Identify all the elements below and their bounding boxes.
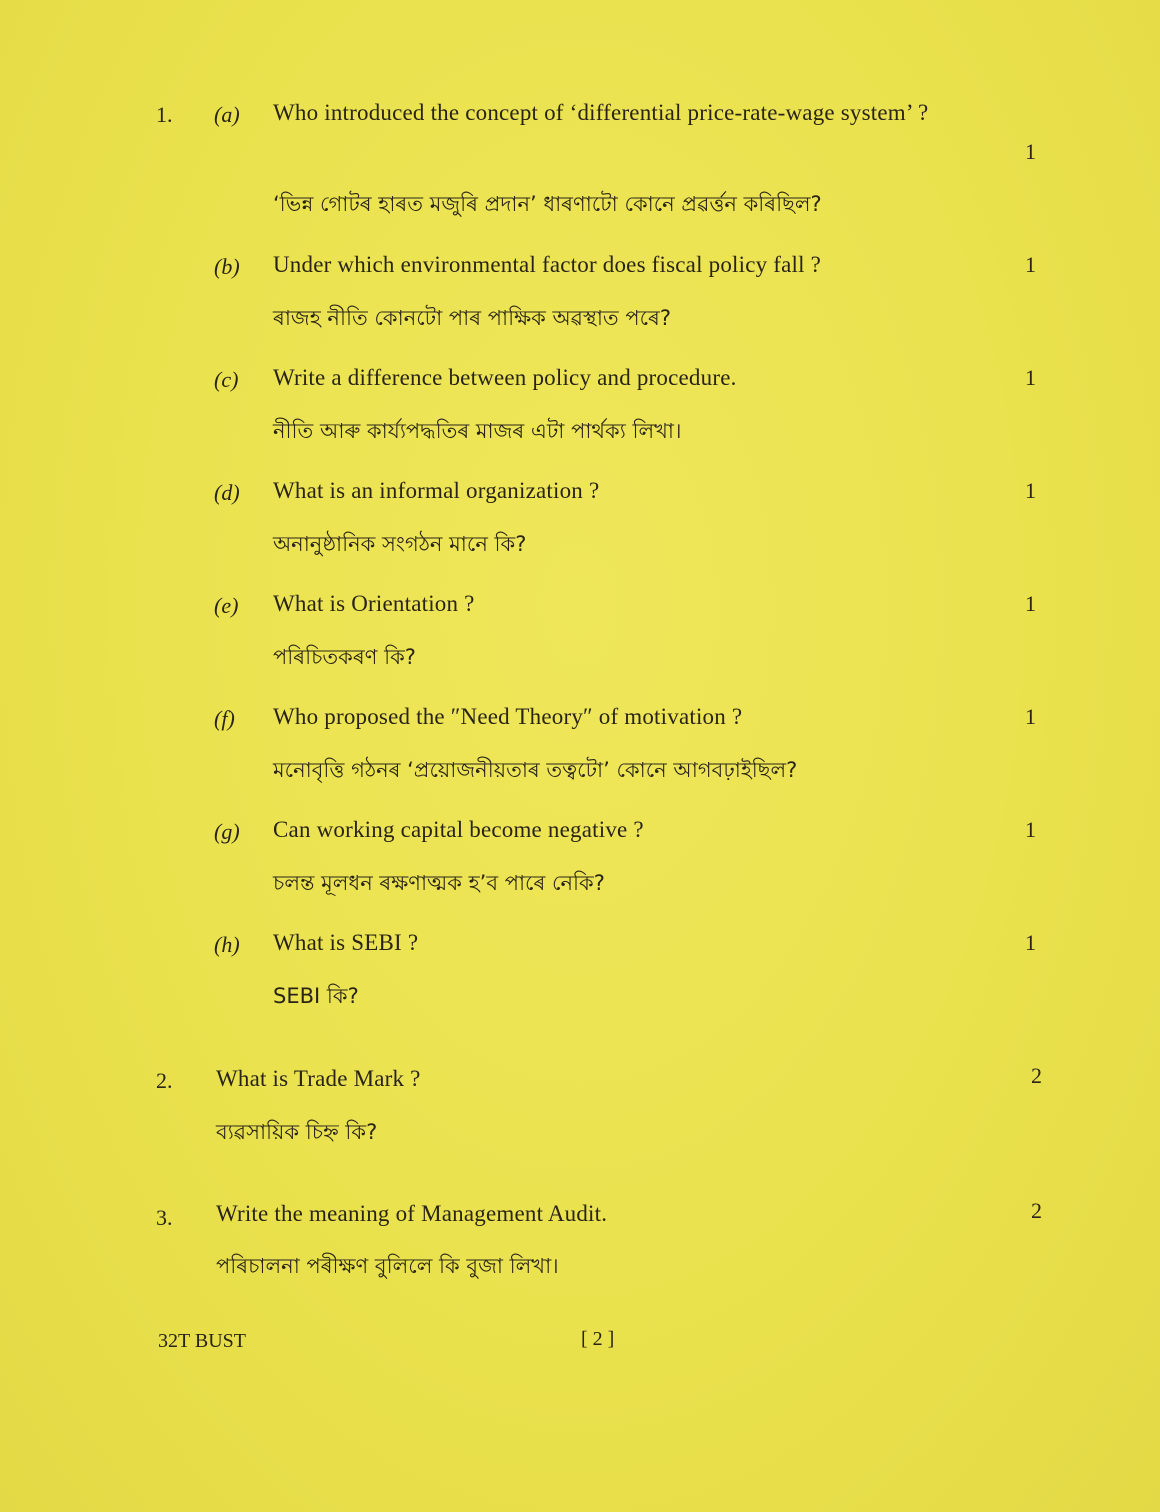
question-1g-marks: 1 xyxy=(1025,817,1036,842)
question-1-number: 1. xyxy=(156,102,173,127)
question-1b-text-en: Under which environmental factor does fiscal policy fall ? xyxy=(273,252,822,277)
question-1g-text-as: চলন্ত মূলধন ৰক্ষণাত্মক হ’ব পাৰে নেকি? xyxy=(273,871,605,895)
question-1h-marks: 1 xyxy=(1025,930,1036,955)
question-1f-text-en: Who proposed the ″Need Theory″ of motivation ? xyxy=(273,704,743,729)
question-1c-text-en: Write a difference between policy and procedure. xyxy=(273,365,737,390)
question-2-number: 2. xyxy=(156,1068,173,1093)
question-1d-text-en: What is an informal organization ? xyxy=(273,478,600,503)
question-1c-marks: 1 xyxy=(1025,365,1036,390)
question-1a-text-en: Who introduced the concept of ‘differential price-rate-wage system’ ? xyxy=(273,100,929,125)
question-1e-text-en: What is Orientation ? xyxy=(273,591,475,616)
question-1h-text-en: What is SEBI ? xyxy=(273,930,419,955)
question-1e-label: (e) xyxy=(214,593,239,618)
question-3-number: 3. xyxy=(156,1205,173,1230)
question-1g-text-en: Can working capital become negative ? xyxy=(273,817,644,842)
question-1d-text-as: অনানুষ্ঠানিক সংগঠন মানে কি? xyxy=(273,532,527,556)
paper-code: 32T BUST xyxy=(158,1330,246,1352)
question-1f-marks: 1 xyxy=(1025,704,1036,729)
question-1h-label: (h) xyxy=(214,932,240,957)
question-1b-text-as: ৰাজহ নীতি কোনটো পাৰ পাক্ষিক অৱস্থাত পৰে? xyxy=(273,306,672,330)
question-2-marks: 2 xyxy=(1031,1063,1042,1088)
question-3-text-en: Write the meaning of Management Audit. xyxy=(216,1201,608,1226)
question-1a-label: (a) xyxy=(214,102,240,127)
question-1b-label: (b) xyxy=(214,254,240,279)
question-1c-label: (c) xyxy=(214,367,239,392)
question-2-text-as: ব্যৱসায়িক চিহ্ন কি? xyxy=(216,1120,378,1144)
question-2-text-en: What is Trade Mark ? xyxy=(216,1066,421,1091)
question-1e-marks: 1 xyxy=(1025,591,1036,616)
question-1d-label: (d) xyxy=(214,480,240,505)
page-number: [ 2 ] xyxy=(581,1328,615,1350)
question-1a-text-as: ‘ভিন্ন গোটৰ হাৰত মজুৰি প্ৰদান’ ধাৰণাটো কোনে প্ৰৱৰ্ত্তন কৰিছিল? xyxy=(273,192,822,216)
question-1b-marks: 1 xyxy=(1025,252,1036,277)
question-1f-text-as: মনোবৃত্তি গঠনৰ ‘প্ৰয়োজনীয়তাৰ তত্বটো’ কোনে আগবঢ়াইছিল? xyxy=(273,758,798,782)
question-3-text-as: পৰিচালনা পৰীক্ষণ বুলিলে কি বুজা লিখা। xyxy=(216,1254,559,1278)
question-1a-marks: 1 xyxy=(1025,139,1036,164)
question-1e-text-as: পৰিচিতকৰণ কি? xyxy=(273,645,416,669)
question-1f-label: (f) xyxy=(214,706,235,731)
question-1g-label: (g) xyxy=(214,819,240,844)
question-3-marks: 2 xyxy=(1031,1198,1042,1223)
question-1d-marks: 1 xyxy=(1025,478,1036,503)
question-1h-text-as: SEBI কি? xyxy=(273,984,359,1008)
question-1c-text-as: নীতি আৰু কাৰ্য্যপদ্ধতিৰ মাজৰ এটা পাৰ্থক্য লিখা। xyxy=(273,419,682,443)
